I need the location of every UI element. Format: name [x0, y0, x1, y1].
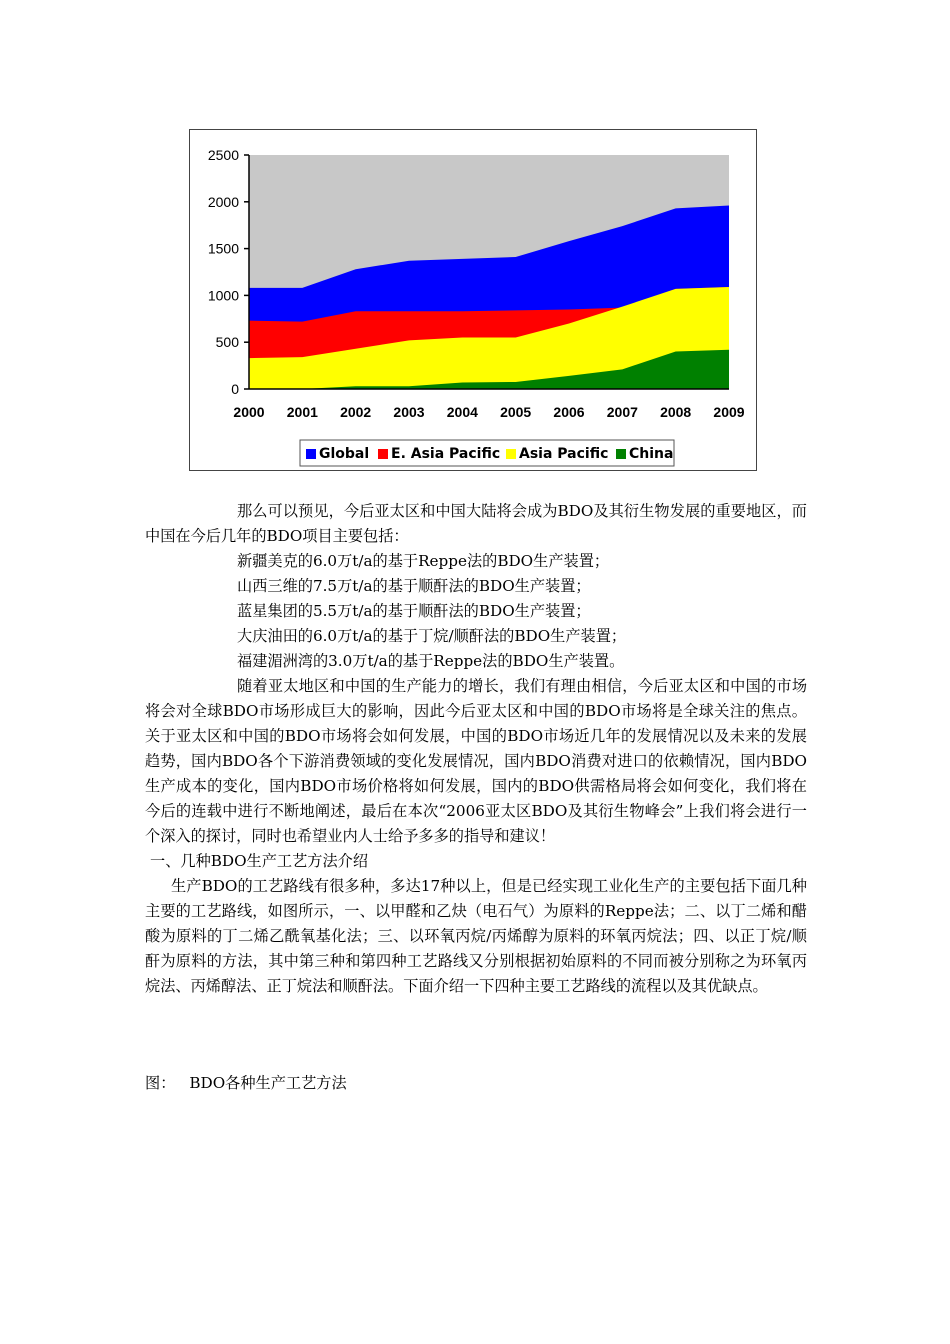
legend-swatch-china [616, 449, 626, 459]
project-item-3: 蓝星集团的5.5万t/a的基于顺酐法的BDO生产装置； [237, 602, 591, 620]
y-tick-label: 2000 [207, 193, 239, 210]
x-tick-label: 2009 [713, 404, 745, 420]
y-tick-label: 0 [231, 381, 239, 397]
bdo-capacity-chart [189, 129, 757, 471]
legend-swatch-asia-pacific [506, 449, 516, 459]
figure-caption-label: 图： [145, 1074, 176, 1092]
chart-svg [190, 130, 756, 470]
paragraph-outlook: 那么可以预见，今后亚太区和中国大陆将会成为BDO及其衍生物发展的重要地区，而中国在今后几年的BDO项目主要包括： [145, 502, 807, 545]
x-tick-label: 2004 [446, 404, 478, 420]
section-title: 一、几种BDO生产工艺方法介绍 [150, 852, 369, 870]
x-tick-label: 2006 [553, 404, 585, 420]
legend-swatch-global [306, 449, 316, 459]
y-tick-label: 1500 [207, 240, 239, 257]
x-tick-label: 2005 [500, 404, 532, 420]
legend-label: Asia Pacific [519, 446, 609, 462]
paragraph-market: 随着亚太地区和中国的生产能力的增长，我们有理由相信，今后亚太区和中国的市场将会对全球BDO市场形成巨大的影响，因此今后亚太区和中国的BDO市场将是全球关注的焦点。关于亚太区和中国的BDO市场将会如何发展，中国的BDO市场近几年的发展情况以及未来的发展趋势，国内BDO各个下游消费领域的变化发展情况，国内BDO消费对进口的依赖情况，国内BDO生产成本的变化，国内BDO市场价格将如何发展，国内的BDO供需格局将会如何变化，我们将在今后的连载中进行不断地阐述，最后在本次“2006亚太区BDO及其衍生物峰会”上我们将会进行一个深入的探讨，同时也希望业内人士给予多多的指导和建议！ [145, 677, 807, 845]
legend-label: China [629, 446, 674, 462]
figure-caption-text: BDO各种生产工艺方法 [189, 1074, 347, 1092]
legend-label: Global [319, 446, 370, 462]
paragraph-processes: 生产BDO的工艺路线有很多种，多达17种以上，但是已经实现工业化生产的主要包括下面几种主要的工艺路线，如图所示，一、以甲醛和乙炔（电石气）为原料的Reppe法；二、以丁二烯和醋酸为原料的丁二烯乙酰氧基化法；三、以环氧丙烷/丙烯醇为原料的环氧丙烷法；四、以正丁烷/顺酐为原料的方法，其中第三种和第四种工艺路线又分别根据初始原料的不同而被分别称之为环氧丙烷法、丙烯醇法、正丁烷法和顺酐法。下面介绍一下四种主要工艺路线的流程以及其优缺点。 [145, 877, 807, 995]
x-tick-label: 2003 [393, 404, 425, 420]
legend-swatch-e-asia-pacific [378, 449, 388, 459]
y-tick-label: 500 [215, 334, 239, 351]
legend-label: E. Asia Pacific [391, 446, 501, 462]
x-tick-label: 2001 [286, 404, 318, 420]
project-item-5: 福建湄洲湾的3.0万t/a的基于Reppe法的BDO生产装置。 [237, 652, 625, 670]
x-tick-label: 2002 [340, 404, 372, 420]
document-body [145, 499, 807, 999]
y-tick-label: 2500 [207, 147, 239, 163]
x-tick-label: 2007 [606, 404, 638, 420]
project-item-4: 大庆油田的6.0万t/a的基于丁烷/顺酐法的BDO生产装置； [237, 627, 627, 645]
project-item-1: 新疆美克的6.0万t/a的基于Reppe法的BDO生产装置； [237, 552, 610, 570]
x-tick-label: 2008 [660, 404, 692, 420]
project-item-2: 山西三维的7.5万t/a的基于顺酐法的BDO生产装置； [237, 577, 591, 595]
y-tick-label: 1000 [207, 287, 239, 304]
figure-caption [145, 1071, 347, 1096]
x-tick-label: 2000 [233, 404, 265, 420]
